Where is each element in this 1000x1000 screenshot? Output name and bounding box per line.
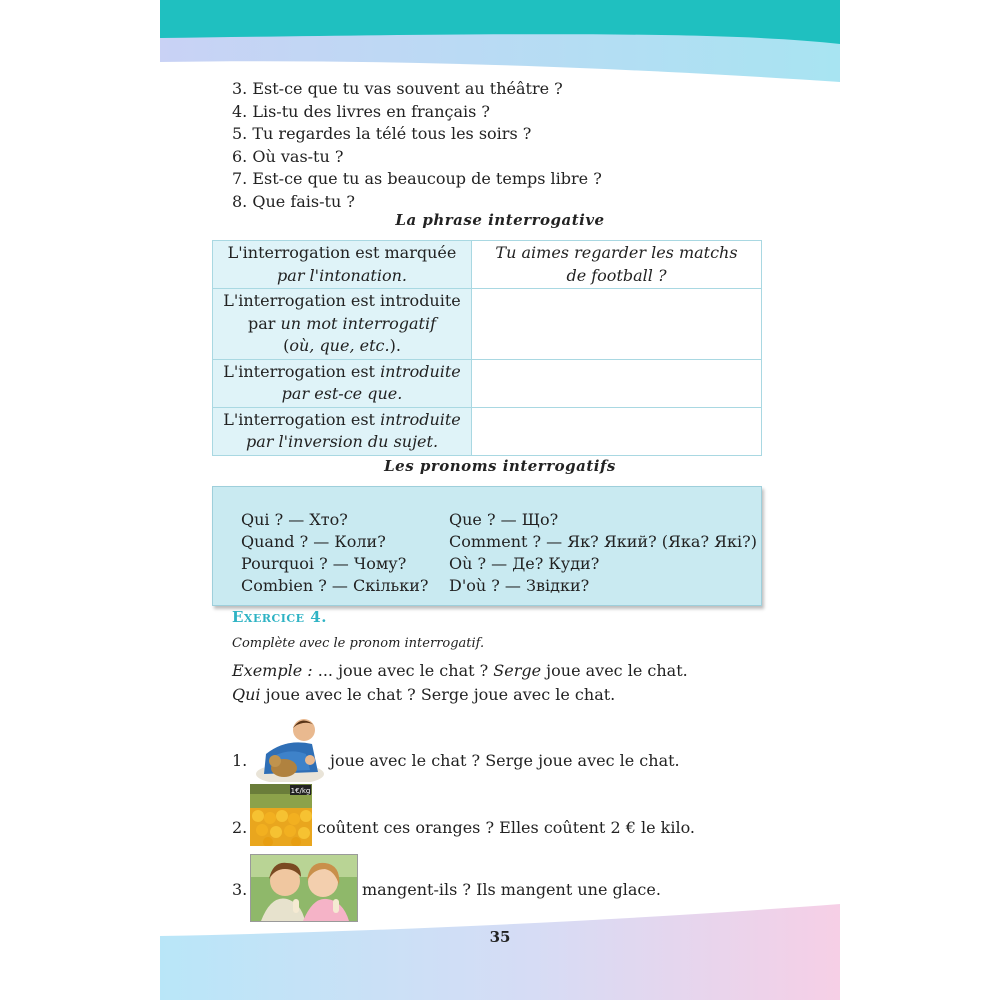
phrase-interrogative-title: La phrase interrogative xyxy=(395,211,605,229)
oranges-market-image xyxy=(250,784,312,846)
question-list xyxy=(232,78,602,213)
exercise-title: Exercice 4. xyxy=(232,608,327,626)
bottom-wave-decoration xyxy=(160,900,840,1000)
page-number: 35 xyxy=(489,928,511,946)
pronoun-pair: Que ? — Що? xyxy=(449,510,559,529)
item-text: mangent-ils ? Ils mangent une glace. xyxy=(362,880,661,899)
table-row xyxy=(213,289,762,360)
pronoun-pair: Combien ? — Скільки? xyxy=(241,576,429,595)
pronouns-title: Les pronoms interrogatifs xyxy=(384,457,616,475)
exercise-instruction: Complète avec le pronom interrogatif. xyxy=(232,636,485,651)
price-tag: 1€/kg xyxy=(290,787,311,795)
table-cell xyxy=(213,359,472,407)
boy-with-cat-image xyxy=(256,714,324,782)
cell-text: (où, que, etc.). xyxy=(283,336,401,355)
question-item: 5. Tu regardes la télé tous les soirs ? xyxy=(232,124,532,143)
item-number: 2. xyxy=(232,818,248,837)
textbook-page xyxy=(160,0,840,1000)
table-cell xyxy=(213,407,472,455)
cell-text: L'interrogation est introduite xyxy=(223,291,461,310)
item-number: 1. xyxy=(232,751,248,770)
question-item: 7. Est-ce que tu as beaucoup de temps libre ? xyxy=(232,169,602,188)
pronouns-box xyxy=(212,486,762,606)
item-number: 3. xyxy=(232,880,248,899)
cell-text: L'interrogation est introduite xyxy=(223,409,461,429)
table-row xyxy=(213,241,762,289)
cell-text: de football ? xyxy=(566,265,667,285)
table-row xyxy=(213,407,762,455)
question-item: 6. Où vas-tu ? xyxy=(232,146,344,166)
pronoun-pair: Où ? — Де? Куди? xyxy=(449,554,600,573)
pronoun-pair: Quand ? — Коли? xyxy=(241,532,386,551)
table-cell xyxy=(472,241,762,289)
question-item: 8. Que fais-tu ? xyxy=(232,191,355,211)
pronoun-pair: Comment ? — Як? Який? (Яка? Які?) xyxy=(449,532,757,551)
cell-text: L'interrogation est marquée xyxy=(227,243,457,262)
table-cell xyxy=(472,407,762,455)
example-answer: Qui joue avec le chat ? Serge joue avec le chat. xyxy=(232,685,616,704)
pronoun-pair: D'où ? — Звідки? xyxy=(449,576,590,595)
table-row xyxy=(213,359,762,407)
top-wave-decoration xyxy=(160,0,840,90)
cell-text: L'interrogation est introduite xyxy=(223,361,461,381)
pronoun-pair: Pourquoi ? — Чому? xyxy=(241,554,407,573)
cell-text: Tu aimes regarder les matchs xyxy=(495,243,738,262)
cell-text: par est-ce que. xyxy=(281,384,403,403)
table-cell xyxy=(213,241,472,289)
item-text: joue avec le chat ? Serge joue avec le chat. xyxy=(330,751,680,770)
item-text: coûtent ces oranges ? Elles coûtent 2 € le kilo. xyxy=(317,818,696,837)
interrogation-table xyxy=(212,240,762,456)
example-line: Exemple : ... joue avec le chat ? Serge joue avec le chat. xyxy=(232,661,688,680)
table-cell xyxy=(472,289,762,360)
cell-text: par l'inversion du sujet. xyxy=(245,432,439,451)
table-cell xyxy=(472,359,762,407)
question-item: 3. Est-ce que tu vas souvent au théâtre ? xyxy=(232,79,563,98)
cell-text: par un mot interrogatif xyxy=(247,313,437,333)
table-cell xyxy=(213,289,472,360)
pronoun-pair: Qui ? — Хто? xyxy=(241,510,348,529)
question-item: 4. Lis-tu des livres en français ? xyxy=(232,101,490,121)
cell-text: par l'intonation. xyxy=(277,265,407,285)
